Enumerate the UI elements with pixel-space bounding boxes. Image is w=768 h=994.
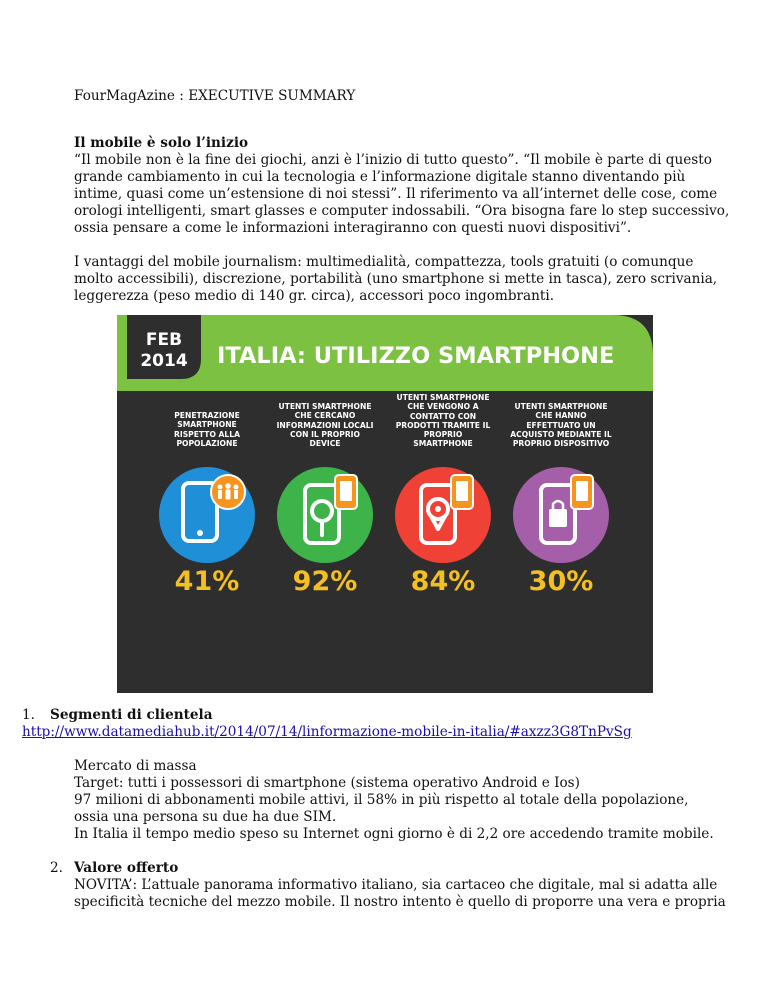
- stat-value: 30%: [528, 566, 594, 597]
- stat-label: UTENTI SMARTPHONE CHE HANNO EFFETTUATO UN ACQUISTO MEDIANTE IL PROPRIO DISPOSITIVO: [510, 402, 612, 449]
- infographic: [117, 315, 653, 693]
- stat-value: 41%: [174, 566, 240, 597]
- intro-line: “Il mobile non è la fine dei giochi, anzi è l’inizio di tutto questo”. “Il mobile è parte di questo: [74, 152, 712, 168]
- section-title: Segmenti di clientela: [50, 707, 213, 723]
- stat-circle: [275, 465, 375, 565]
- intro-line: intime, quasi come un’estensione di noi stessi”. Il riferimento va all’internet delle cose, come: [74, 186, 718, 202]
- stat-label: PENETRAZIONE SMARTPHONE RISPETTO ALLA POPOLAZIONE: [174, 411, 240, 448]
- stat-label: UTENTI SMARTPHONE CHE CERCANO INFORMAZIONI LOCALI CON IL PROPRIO DEVICE: [276, 402, 374, 449]
- stat-value: 92%: [292, 566, 358, 597]
- advantages-line: molto accessibili), discrezione, portabilità (uno smartphone si mette in tasca), zero scrivania,: [74, 271, 718, 287]
- people-icon: [218, 483, 239, 499]
- section2-line: specificità tecniche del mezzo mobile. Il nostro intento è quello di proporre una vera e propria: [74, 894, 726, 910]
- section-intro-title: Il mobile è solo l’inizio: [74, 135, 249, 151]
- infographic-header: [117, 315, 653, 391]
- intro-line: orologi intelligenti, smart glasses e computer indossabili. “Ora bisogna fare lo step successivo,: [74, 203, 730, 219]
- intro-line: grande cambiamento in cui la tecnologia e l’informazione digitale stanno diventando più: [74, 169, 686, 185]
- badge-month: FEB: [145, 330, 183, 350]
- infographic-title: ITALIA: UTILIZZO SMARTPHONE: [217, 343, 615, 369]
- stat-label: UTENTI SMARTPHONE CHE VENGONO A CONTATTO CON PRODOTTI TRAMITE IL PROPRIO SMARTPHONE: [395, 393, 491, 449]
- section-number: 2.: [50, 860, 63, 876]
- advantages-line: leggerezza (peso medio di 140 gr. circa), accessori poco ingombranti.: [74, 288, 555, 304]
- section1-line: 97 milioni di abbonamenti mobile attivi, il 58% in più rispetto al totale della popolazione,: [74, 792, 689, 808]
- stat-circle: [157, 465, 257, 565]
- document-header: FourMagAzine : EXECUTIVE SUMMARY: [74, 88, 356, 104]
- section1-line: Mercato di massa: [74, 758, 197, 774]
- stat-value: 84%: [410, 566, 476, 597]
- intro-line: ossia pensare a come le informazioni interagiranno con questi nuovi dispositivi”.: [74, 220, 632, 236]
- advantages-line: I vantaggi del mobile journalism: multimedialità, compattezza, tools gratuiti (o comunque: [74, 254, 694, 270]
- section1-line: Target: tutti i possessori di smartphone (sistema operativo Android e Ios): [74, 775, 580, 791]
- section1-line: In Italia il tempo medio speso su Internet ogni giorno è di 2,2 ore accedendo tramite mobile.: [74, 826, 714, 842]
- section-title: Valore offerto: [74, 860, 179, 876]
- badge-year: 2014: [140, 351, 188, 371]
- stat-circle: [393, 465, 493, 565]
- section-number: 1.: [22, 707, 35, 723]
- section1-line: ossia una persona su due ha due SIM.: [74, 809, 337, 825]
- section2-line: NOVITA’: L’attuale panorama informativo italiano, sia cartaceo che digitale, mal si adatta alle: [74, 877, 718, 893]
- source-link[interactable]: http://www.datamediahub.it/2014/07/14/linformazione-mobile-in-italia/#axzz3G8TnPvSg: [22, 724, 632, 740]
- stat-circle: [511, 465, 611, 565]
